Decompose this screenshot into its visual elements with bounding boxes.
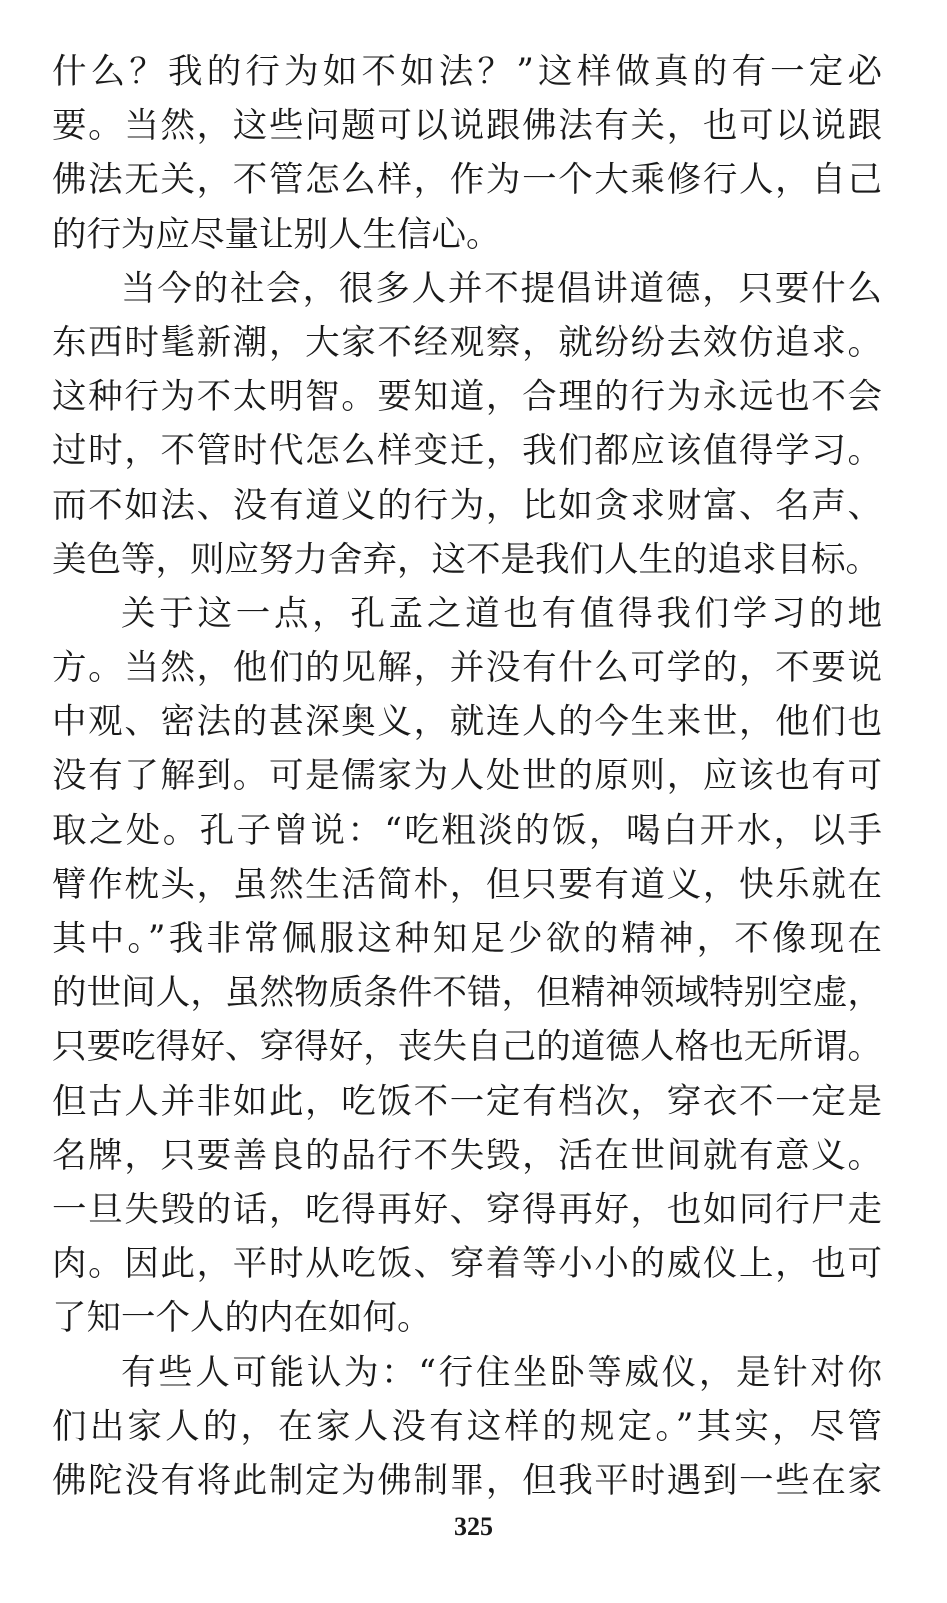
text-line: 要。当然，这些问题可以说跟佛法有关，也可以说跟 [52,106,882,147]
text-line: 了知一个人的内在如何。 [52,1298,432,1339]
text-line: 美色等，则应努力舍弃，这不是我们人生的追求目标。 [52,539,880,580]
text-line: 而不如法、没有道义的行为，比如贪求财富、名声、 [52,485,882,526]
text-line: 佛法无关，不管怎么样，作为一个大乘修行人，自己 [52,160,882,201]
text-line: 过时，不管时代怎么样变迁，我们都应该值得学习。 [52,431,882,472]
text-line: 什么？我的行为如不如法？”这样做真的有一定必 [52,52,882,92]
text-line: 东西时髦新潮，大家不经观察，就纷纷去效仿追求。 [52,322,882,363]
text-line: 们出家人的，在家人没有这样的规定。”其实，尽管 [52,1406,882,1447]
text-line: 佛陀没有将此制定为佛制罪，但我平时遇到一些在家 [52,1460,882,1501]
text-line: 取之处。孔子曾说：“吃粗淡的饭，喝白开水，以手 [52,810,882,851]
text-line: 肉。因此，平时从吃饭、穿着等小小的威仪上，也可 [52,1244,882,1285]
text-line: 名牌，只要善良的品行不失毁，活在世间就有意义。 [52,1135,882,1176]
text-line: 中观、密法的甚深奥义，就连人的今生来世，他们也 [52,702,882,743]
text-line: 的世间人，虽然物质条件不错，但精神领域特别空虚， [52,973,882,1014]
body-text [52,45,882,1508]
text-line: 臂作枕头，虽然生活简朴，但只要有道义，快乐就在 [52,864,882,905]
text-line: 其中。”我非常佩服这种知足少欲的精神，不像现在 [52,919,882,959]
text-line: 有些人可能认为：“行住坐卧等威仪，是针对你 [121,1352,882,1393]
text-line: 但古人并非如此，吃饭不一定有档次，穿衣不一定是 [52,1081,882,1122]
text-line: 关于这一点，孔孟之道也有值得我们学习的地 [121,593,882,634]
text-line: 的行为应尽量让别人生信心。 [52,214,501,255]
text-line: 没有了解到。可是儒家为人处世的原则，应该也有可 [52,756,882,797]
text-line: 一旦失毁的话，吃得再好、穿得再好，也如同行尸走 [52,1189,882,1230]
text-line: 当今的社会，很多人并不提倡讲道德，只要什么 [121,268,882,309]
text-line: 只要吃得好、穿得好，丧失自己的道德人格也无所谓。 [52,1027,882,1068]
text-line: 这种行为不太明智。要知道，合理的行为永远也不会 [52,377,882,418]
page-number: 325 [454,1512,493,1541]
text-line: 方。当然，他们的见解，并没有什么可学的，不要说 [52,648,882,689]
